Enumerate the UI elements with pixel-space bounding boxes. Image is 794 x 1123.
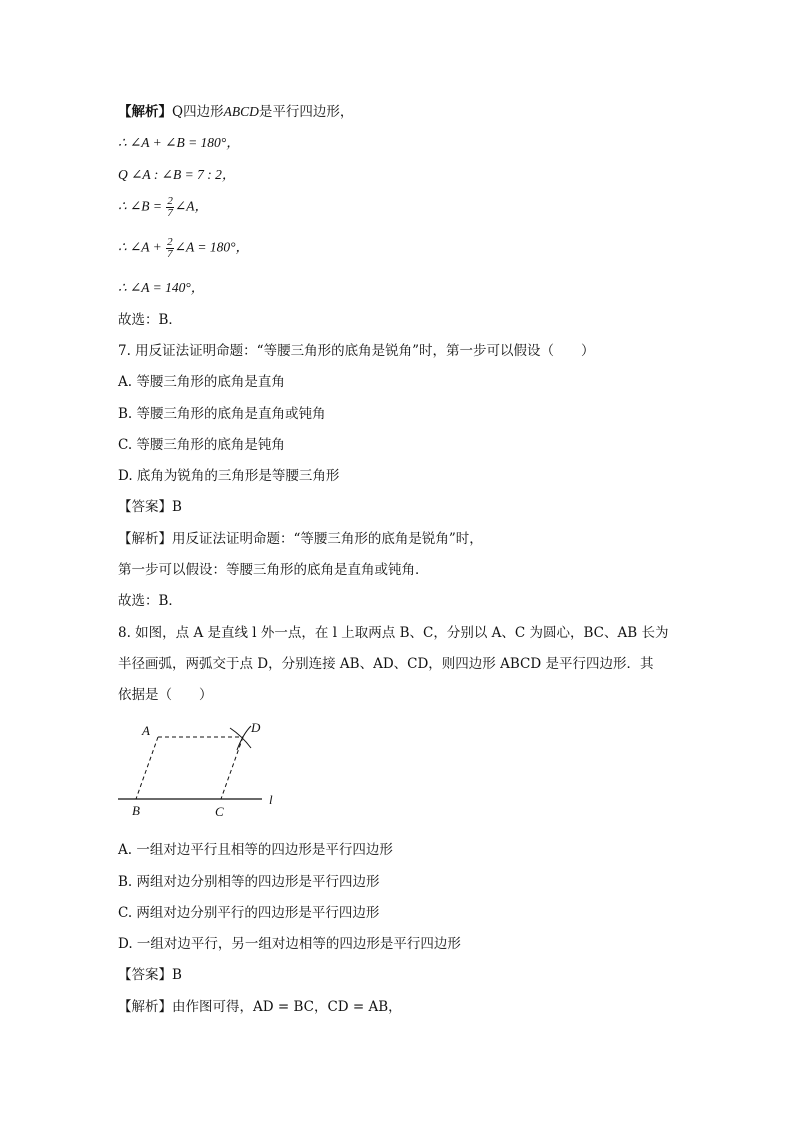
q8-analysis: 【解析】由作图可得，AD = BC，CD = AB， bbox=[118, 999, 402, 1015]
question-8-stem-3: 依据是（ ） bbox=[118, 687, 213, 703]
label-l: l bbox=[269, 792, 273, 807]
choose-line-1: 故选：B． bbox=[118, 312, 182, 328]
eq-prefix: ∴ ∠B = bbox=[118, 198, 163, 214]
fraction bbox=[166, 237, 174, 260]
parallelogram-figure bbox=[110, 712, 290, 824]
label-a: A bbox=[142, 723, 150, 738]
side-ab bbox=[136, 737, 158, 799]
equation-substitution bbox=[118, 237, 249, 260]
fraction bbox=[166, 196, 174, 219]
label-b: B bbox=[132, 803, 140, 818]
q7-answer: 【答案】B bbox=[118, 499, 182, 515]
q8-option-c: C. 两组对边分别平行的四边形是平行四边形 bbox=[118, 905, 380, 921]
equation-result: ∴ ∠A = 140°， bbox=[118, 280, 205, 295]
equation-angle-sum: ∴ ∠A + ∠B = 180°， bbox=[118, 135, 240, 150]
analysis-text-rest: 是平行四边形， bbox=[258, 104, 354, 120]
fraction-numerator: 2 bbox=[167, 236, 173, 248]
q8-answer: 【答案】B bbox=[118, 967, 182, 983]
q8-option-d: D. 一组对边平行，另一组对边相等的四边形是平行四边形 bbox=[118, 936, 461, 952]
q7-option-d: D. 底角为锐角的三角形是等腰三角形 bbox=[118, 468, 340, 484]
analysis-tag: 【解析】 bbox=[118, 104, 172, 120]
q8-option-a: A. 一组对边平行且相等的四边形是平行四边形 bbox=[118, 842, 393, 858]
q7-option-a: A. 等腰三角形的底角是直角 bbox=[118, 374, 285, 390]
fraction-denominator: 7 bbox=[167, 207, 173, 219]
because-symbol: Q bbox=[172, 104, 184, 120]
side-cd bbox=[221, 737, 243, 799]
fraction-numerator: 2 bbox=[167, 195, 173, 207]
q8-option-b: B. 两组对边分别相等的四边形是平行四边形 bbox=[118, 874, 380, 890]
eq-suffix: ∠A = 180°， bbox=[174, 239, 249, 255]
question-7-stem: 7. 用反证法证明命题：“等腰三角形的底角是锐角”时，第一步可以假设（ ） bbox=[118, 343, 595, 359]
label-d: D bbox=[251, 720, 261, 735]
question-8-stem-1: 8. 如图，点 A 是直线 l 外一点，在 l 上取两点 B、C，分别以 A、C 为圆心，BC、AB 长为 bbox=[118, 625, 669, 641]
q7-option-c: C. 等腰三角形的底角是钝角 bbox=[118, 437, 285, 453]
arc-2 bbox=[237, 726, 251, 750]
q7-choose: 故选：B． bbox=[118, 593, 182, 609]
eq-prefix: ∴ ∠A + bbox=[118, 239, 162, 255]
label-c: C bbox=[215, 804, 224, 819]
equation-angle-b bbox=[118, 196, 208, 219]
quad-name: ABCD bbox=[223, 104, 259, 119]
equation-ratio: Q ∠A : ∠B = 7 : 2， bbox=[118, 167, 236, 182]
analysis-line-1 bbox=[118, 103, 353, 121]
q7-analysis-2: 第一步可以假设：等腰三角形的底角是直角或钝角． bbox=[118, 562, 429, 578]
question-8-stem-2: 半径画弧，两弧交于点 D，分别连接 AB、AD、CD，则四边形 ABCD 是平行四边形．其 bbox=[118, 656, 654, 672]
eq-suffix: ∠A， bbox=[174, 198, 208, 214]
analysis-text: 四边形 bbox=[183, 104, 224, 120]
fraction-denominator: 7 bbox=[167, 248, 173, 260]
q7-analysis-1: 【解析】用反证法证明命题：“等腰三角形的底角是锐角”时， bbox=[118, 531, 483, 547]
q7-option-b: B. 等腰三角形的底角是直角或钝角 bbox=[118, 406, 326, 422]
